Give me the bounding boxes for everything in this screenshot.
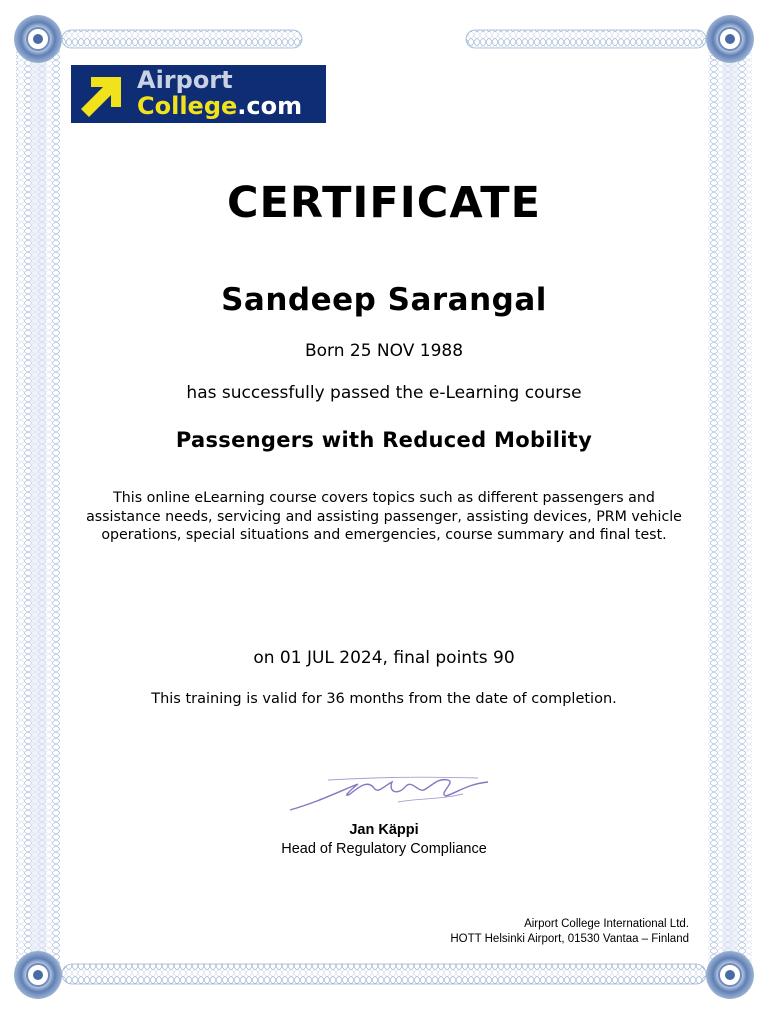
airport-college-logo (71, 65, 326, 123)
signer-name: Jan Käppi (349, 822, 419, 838)
logo-text-airport: Airport (137, 66, 233, 94)
rosette-bottom-left (14, 951, 62, 999)
passed-statement: has successfully passed the e-Learning course (186, 383, 582, 403)
company-name: Airport College International Ltd. (524, 918, 689, 930)
company-address (450, 917, 689, 947)
logo-text-dotcom: .com (237, 92, 303, 120)
rosette-top-left (14, 15, 62, 63)
completion-info: on 01 JUL 2024, final points 90 (253, 648, 515, 668)
signature-image (288, 772, 493, 814)
recipient-name: Sandeep Sarangal (221, 282, 547, 318)
signer-title: Head of Regulatory Compliance (281, 841, 487, 857)
validity-statement: This training is valid for 36 months from the date of completion. (151, 691, 617, 707)
course-name: Passengers with Reduced Mobility (175, 428, 593, 452)
birth-date: Born 25 NOV 1988 (304, 341, 464, 361)
arrow-icon (77, 71, 125, 119)
rosette-top-right (706, 15, 754, 63)
course-description: This online eLearning course covers topics such as different passengers and assistance needs, servicing and assisting passenger, assisting devices, PRM vehicle operations, special situations and emergencies, course summary and final test. (86, 490, 682, 543)
rosette-bottom-right (706, 951, 754, 999)
certificate-title: CERTIFICATE (226, 178, 541, 228)
company-location: HOTT Helsinki Airport, 01530 Vantaa – Finland (450, 933, 689, 945)
logo-text-college: College (137, 92, 238, 120)
